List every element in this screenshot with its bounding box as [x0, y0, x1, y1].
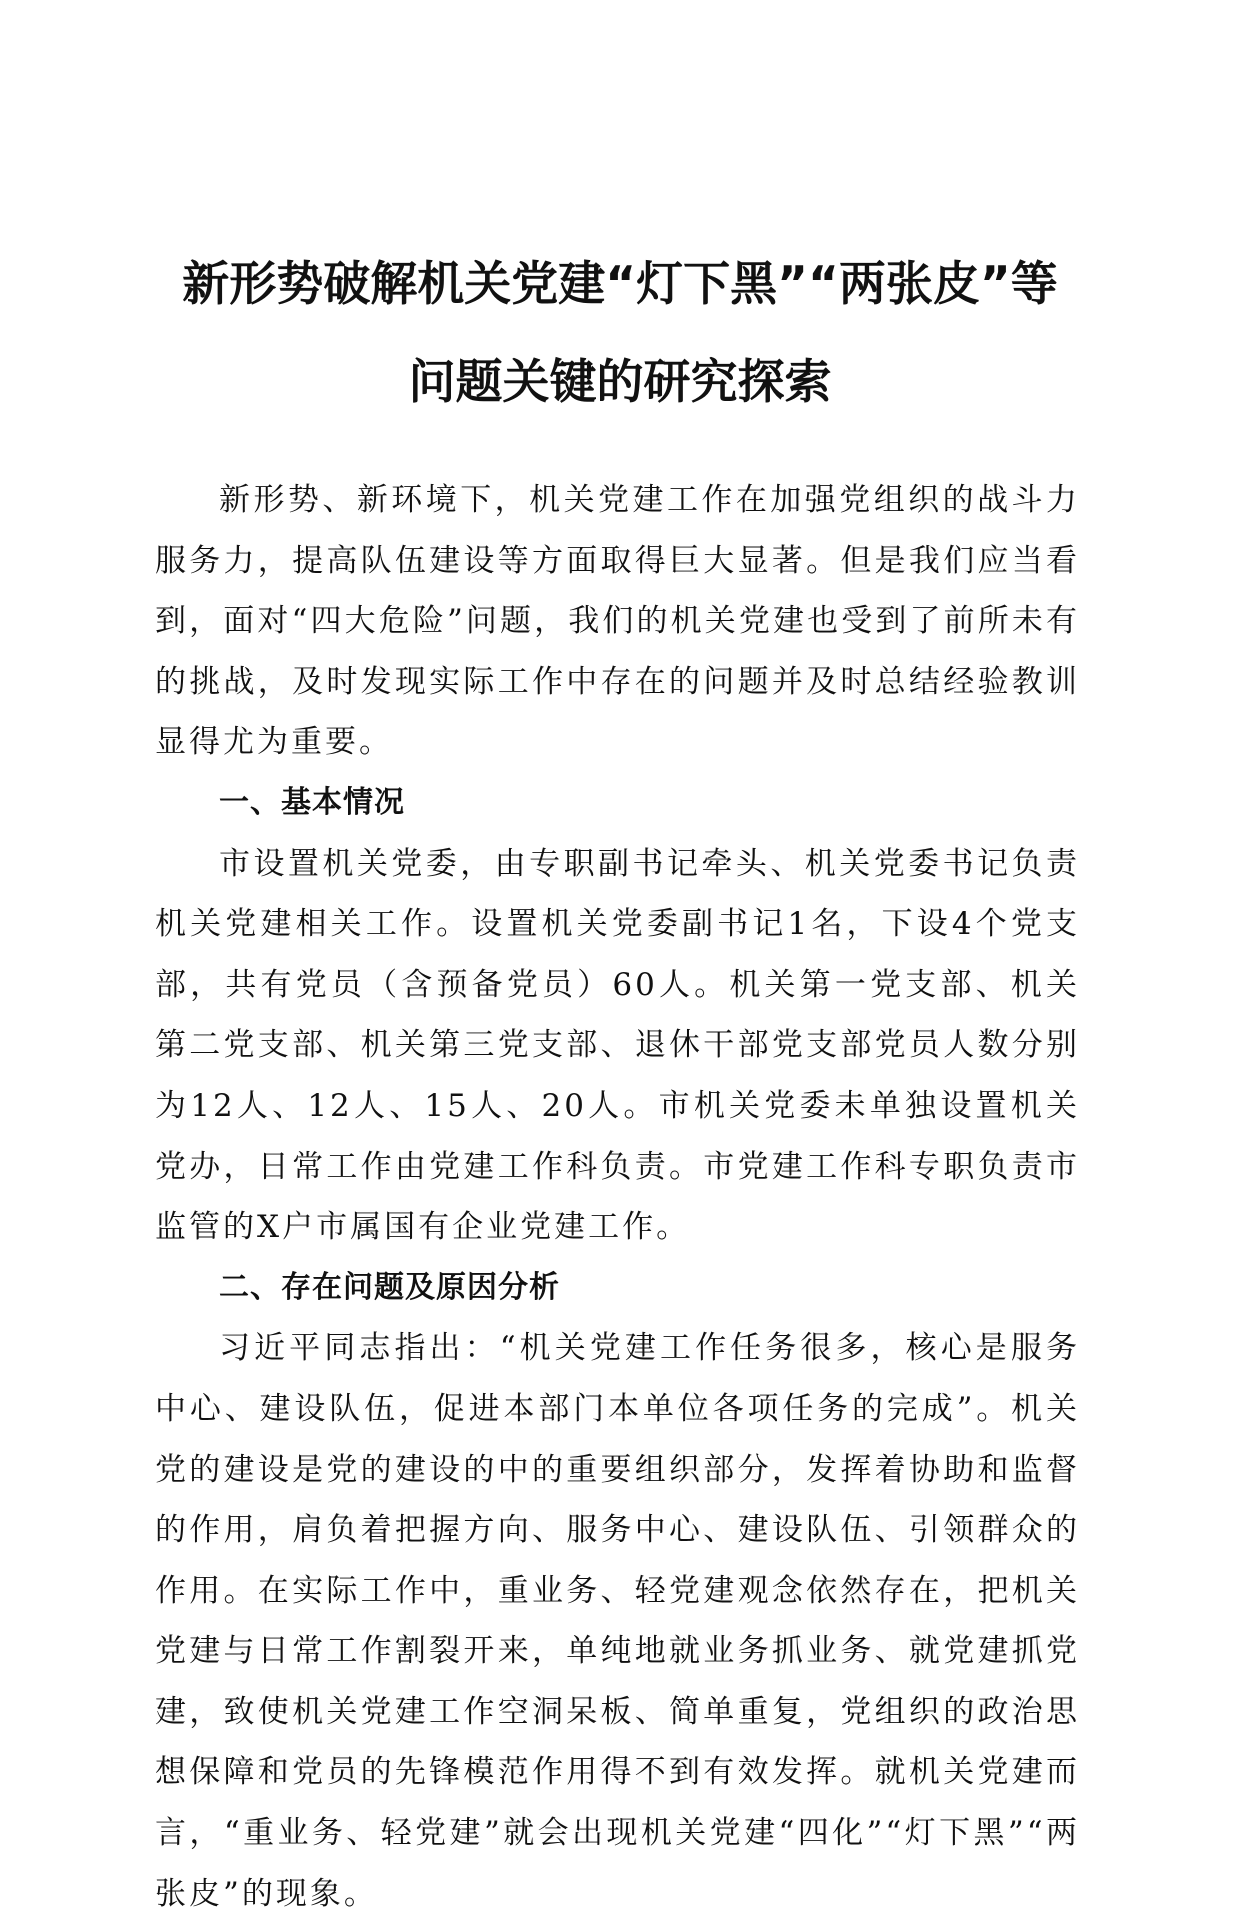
title-line-2: 问题关键的研究探索	[408, 355, 832, 410]
intro-paragraph: 新形势、新环境下，机关党建工作在加强党组织的战斗力服务力，提高队伍建设等方面取得巨大显著。但是我们应当看到，面对“四大危险”问题，我们的机关党建也受到了前所未有的挑战，及时发现实际工作中存在的问题并及时总结经验教训显得尤为重要。	[155, 482, 1080, 761]
document-title	[150, 236, 1090, 432]
section-paragraph-problems-analysis: 习近平同志指出：“机关党建工作任务很多，核心是服务中心、建设队伍，促进本部门本单位各项任务的完成”。机关党的建设是党的建设的中的重要组织部分，发挥着协助和监督的作用，肩负着把握方向、服务中心、建设队伍、引领群众的作用。在实际工作中，重业务、轻党建观念依然存在，把机关党建与日常工作割裂开来，单纯地就业务抓业务、就党建抓党建，致使机关党建工作空洞呆板、简单重复，党组织的政治思想保障和党员的先锋模范作用得不到有效发挥。就机关党建而言，“重业务、轻党建”就会出现机关党建“四化”“灯下黑”“两张皮”的现象。	[155, 1330, 1080, 1912]
title-line-1: 新形势破解机关党建“灯下黑”“两张皮”等	[182, 257, 1058, 312]
document-body	[155, 470, 1080, 1924]
section-paragraph-basic-situation: 市设置机关党委，由专职副书记牵头、机关党委书记负责机关党建相关工作。设置机关党委副书记1名，下设4个党支部，共有党员（含预备党员）60人。机关第一党支部、机关第二党支部、机关第三党支部、退休干部党支部党员人数分别为12人、12人、15人、20人。市机关党委未单独设置机关党办，日常工作由党建工作科负责。市党建工作科专职负责市监管的X户市属国有企业党建工作。	[155, 845, 1080, 1246]
section-heading-problems-analysis: 二、存在问题及原因分析	[219, 1269, 560, 1305]
section-heading-basic-situation: 一、基本情况	[219, 784, 405, 820]
